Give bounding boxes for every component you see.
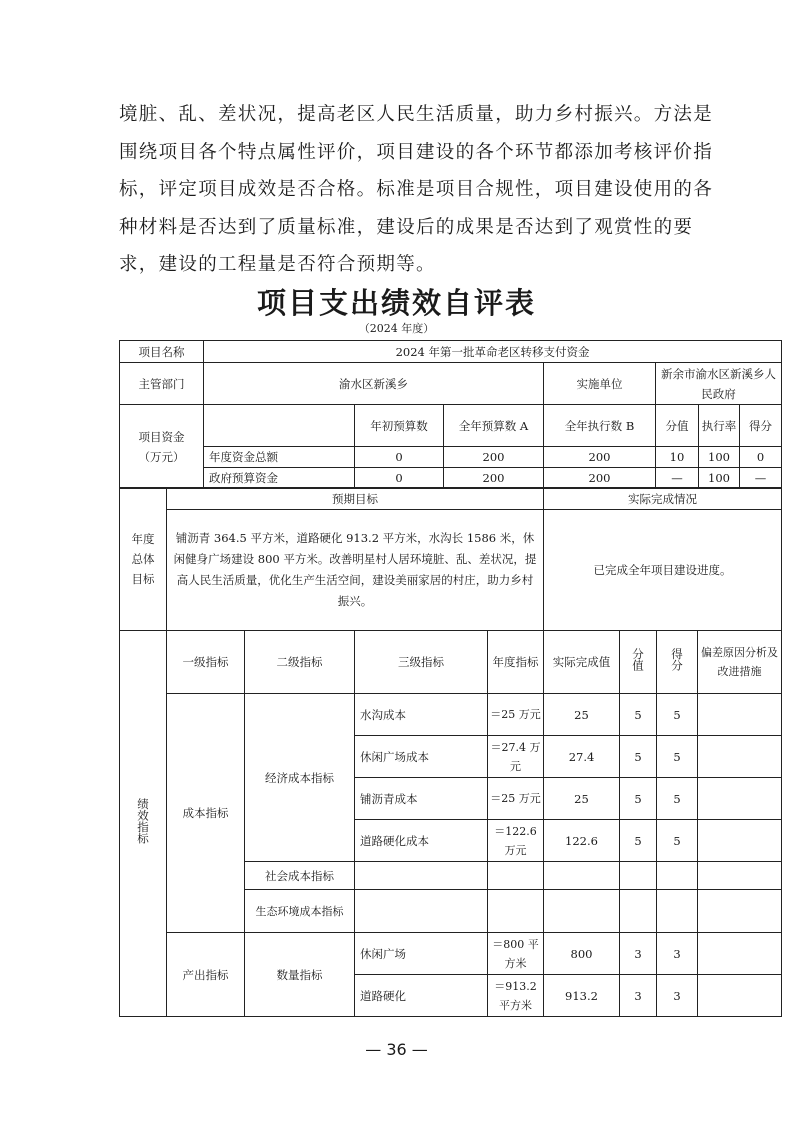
indicator-deviation xyxy=(698,975,782,1017)
funds-annual-a: 200 xyxy=(444,468,544,489)
body-line: 标，评定项目成效是否合格。标准是项目合规性，项目建设使用的各 xyxy=(119,179,714,200)
indicator-annual: ＝25 万元 xyxy=(488,778,544,820)
indicator-weight: 5 xyxy=(620,820,657,862)
actual-completion-header: 实际完成情况 xyxy=(544,488,782,510)
body-line: 求，建设的工程量是否符合预期等。 xyxy=(119,254,436,275)
indicator-actual: 27.4 xyxy=(544,736,620,778)
header-annual: 年度指标 xyxy=(488,631,544,694)
indicator-annual: ＝913.2 平方米 xyxy=(488,975,544,1017)
dept-label: 主管部门 xyxy=(120,363,204,405)
indicator-weight: 3 xyxy=(620,975,657,1017)
indicator-deviation xyxy=(698,820,782,862)
header-deviation: 偏差原因分析及改进措施 xyxy=(698,631,782,694)
dept-value: 渝水区新溪乡 xyxy=(204,363,544,405)
indicator-deviation xyxy=(698,862,782,890)
header-weight xyxy=(620,631,657,694)
indicator-name: 道路硬化成本 xyxy=(355,820,488,862)
funds-header-blank xyxy=(204,405,355,447)
indicator-weight: 5 xyxy=(620,694,657,736)
indicator-score xyxy=(657,890,698,933)
header-score xyxy=(657,631,698,694)
body-paragraph xyxy=(119,96,781,284)
funds-exec-rate: 100 xyxy=(699,468,740,489)
header-actual: 实际完成值 xyxy=(544,631,620,694)
header-level3: 三级指标 xyxy=(355,631,488,694)
funds-header: 分值 xyxy=(656,405,699,447)
level1-cost: 成本指标 xyxy=(167,694,245,933)
funds-exec-rate: 100 xyxy=(699,447,740,468)
indicator-score xyxy=(657,862,698,890)
funds-score: 0 xyxy=(740,447,782,468)
performance-indicators-table xyxy=(119,630,782,1017)
funds-row xyxy=(120,468,782,489)
project-info-table xyxy=(119,340,782,489)
funds-row xyxy=(120,447,782,468)
indicator-score: 5 xyxy=(657,736,698,778)
page-number: — 36 — xyxy=(365,1040,428,1059)
indicator-name: 休闲广场成本 xyxy=(355,736,488,778)
goals-label-line: 目标 xyxy=(131,572,155,586)
indicator-actual xyxy=(544,862,620,890)
funds-label xyxy=(120,405,204,489)
funds-row-name: 政府预算资金 xyxy=(204,468,355,489)
funds-label-line: （万元） xyxy=(138,449,185,464)
indicator-score: 3 xyxy=(657,975,698,1017)
body-line: 种材料是否达到了质量标准，建设后的成果是否达到了观赏性的要 xyxy=(119,216,694,238)
goals-label-line: 年度 xyxy=(131,532,155,546)
funds-header: 执行率 xyxy=(699,405,740,447)
funds-weight: — xyxy=(656,468,699,489)
funds-weight: 10 xyxy=(656,447,699,468)
impl-unit-label: 实施单位 xyxy=(544,363,656,405)
funds-score: — xyxy=(740,468,782,489)
indicator-weight: 5 xyxy=(620,778,657,820)
indicator-annual: ＝800 平方米 xyxy=(488,933,544,975)
indicator-score: 5 xyxy=(657,694,698,736)
header-weight-text: 分值 xyxy=(631,647,645,671)
header-level1: 一级指标 xyxy=(167,631,245,694)
indicator-row xyxy=(120,694,782,736)
level2-eco-cost: 生态环境成本指标 xyxy=(245,890,355,933)
level2-economic-cost: 经济成本指标 xyxy=(245,694,355,862)
funds-header: 全年执行数 B xyxy=(544,405,656,447)
actual-completion-text: 已完成全年项目建设进度。 xyxy=(544,510,782,631)
indicators-label-text: 绩效指标 xyxy=(136,797,150,844)
level2-social-cost: 社会成本指标 xyxy=(245,862,355,890)
indicator-name: 道路硬化 xyxy=(355,975,488,1017)
impl-unit-value: 新余市渝水区新溪乡人民政府 xyxy=(656,363,782,405)
indicator-name: 水沟成本 xyxy=(355,694,488,736)
funds-initial: 0 xyxy=(355,447,444,468)
funds-header: 全年预算数 A xyxy=(444,405,544,447)
project-name-value: 2024 年第一批革命老区转移支付资金 xyxy=(204,341,782,363)
body-line: 境脏、乱、差状况，提高老区人民生活质量，助力乡村振兴。方法是 xyxy=(119,104,714,125)
indicator-name xyxy=(355,862,488,890)
indicators-label xyxy=(120,631,167,1017)
indicator-weight xyxy=(620,890,657,933)
indicator-annual: ＝25 万元 xyxy=(488,694,544,736)
indicator-actual: 25 xyxy=(544,694,620,736)
form-title: 项目支出绩效自评表 xyxy=(256,286,536,320)
goals-label xyxy=(120,488,167,631)
indicator-annual xyxy=(488,862,544,890)
funds-header: 得分 xyxy=(740,405,782,447)
indicator-name: 休闲广场 xyxy=(355,933,488,975)
funds-row-name: 年度资金总额 xyxy=(204,447,355,468)
indicator-name xyxy=(355,890,488,933)
indicator-weight: 5 xyxy=(620,736,657,778)
indicator-deviation xyxy=(698,694,782,736)
body-line: 围绕项目各个特点属性评价，项目建设的各个环节都添加考核评价指 xyxy=(119,141,714,163)
expected-goal-text: 铺沥青 364.5 平方米，道路硬化 913.2 平方米，水沟长 1586 米，休闲健身广场建设 800 平方米。改善明星村人居环境脏、乱、差状况，提高人民生活质量，优化生产生活空间，建设美丽家居的村庄，助力乡村振兴。 xyxy=(167,510,544,631)
indicator-actual xyxy=(544,890,620,933)
indicator-row xyxy=(120,933,782,975)
indicator-name: 铺沥青成本 xyxy=(355,778,488,820)
indicator-deviation xyxy=(698,933,782,975)
indicator-deviation xyxy=(698,736,782,778)
funds-exec-b: 200 xyxy=(544,447,656,468)
form-year: （2024 年度） xyxy=(358,322,435,335)
indicator-weight xyxy=(620,862,657,890)
indicator-actual: 800 xyxy=(544,933,620,975)
project-name-label: 项目名称 xyxy=(120,341,204,363)
indicator-score: 5 xyxy=(657,820,698,862)
indicator-deviation xyxy=(698,778,782,820)
indicator-score: 5 xyxy=(657,778,698,820)
indicator-weight: 3 xyxy=(620,933,657,975)
funds-header: 年初预算数 xyxy=(355,405,444,447)
level1-output: 产出指标 xyxy=(167,933,245,1017)
annual-goals-table xyxy=(119,487,782,631)
funds-annual-a: 200 xyxy=(444,447,544,468)
indicator-annual xyxy=(488,890,544,933)
level2-quantity: 数量指标 xyxy=(245,933,355,1017)
header-score-text: 得分 xyxy=(670,647,684,671)
indicator-actual: 913.2 xyxy=(544,975,620,1017)
goals-label-line: 总体 xyxy=(131,552,155,566)
funds-initial: 0 xyxy=(355,468,444,489)
header-level2: 二级指标 xyxy=(245,631,355,694)
indicator-score: 3 xyxy=(657,933,698,975)
funds-label-line: 项目资金 xyxy=(138,429,185,444)
expected-goal-header: 预期目标 xyxy=(167,488,544,510)
indicator-deviation xyxy=(698,890,782,933)
indicator-actual: 25 xyxy=(544,778,620,820)
indicator-annual: ＝122.6 万元 xyxy=(488,820,544,862)
funds-exec-b: 200 xyxy=(544,468,656,489)
indicator-annual: ＝27.4 万元 xyxy=(488,736,544,778)
indicator-actual: 122.6 xyxy=(544,820,620,862)
